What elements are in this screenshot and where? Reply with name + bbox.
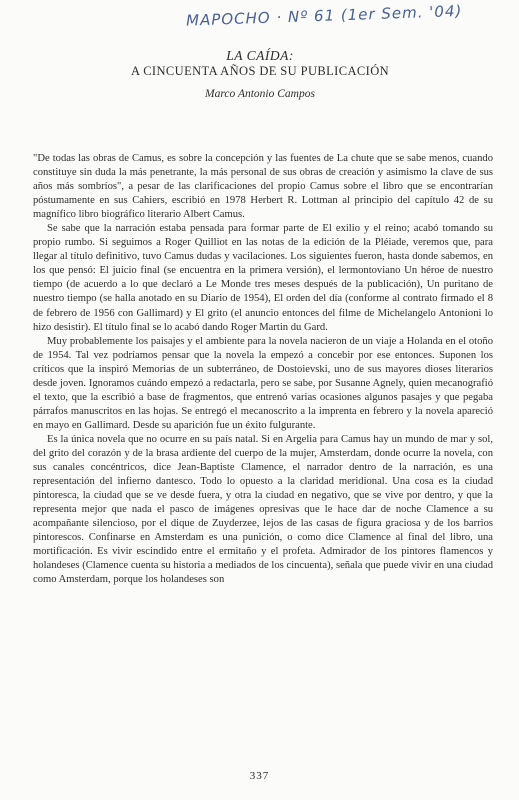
- handwritten-annotation: MAPOCHO · Nº 61 (1er Sem. '04): [185, 1, 463, 30]
- paragraph: "De todas las obras de Camus, es sobre la concepción y las fuentes de La chute que se sabe menos, cuando constituye sin duda la más penetrante, la más personal de sus obras de creación y asimismo la clave de sus años más sombríos", a pesar de las clarificaciones del propio Camus sobre el libro que se encontrarían póstumamente en sus Cahiers, escribió en 1978 Herbert R. Lottman al principio del capítulo 42 de su magnífico libro biográfico literario Albert Camus.: [33, 153, 493, 221]
- paragraph: Muy probablemente los paisajes y el ambiente para la novela nacieron de un viaje a Holanda en el otoño de 1954. Tal vez podríamos pensar que la novela la empezó a concebir por ese entonces. Suponen los críticos que la inspiró Memorias de un subterráneo, de Dostoievski, uno de sus mayores dioses literarios desde joven. Ignoramos cuándo empezó a redactarla, pero se sabe, por Susanne Agnely, quien mecanografió el texto, que la escribió a base de fragmentos, que entrenó varias ocasiones algunos pasajes y que pegaba párrafos manuscritos en las hojas. Se entregó el mecanoscrito a la imprenta en febrero y la novela apareció en mayo en Gallimard. Desde su aparición fue un éxito fulgurante.: [33, 335, 493, 431]
- article-author: Marco Antonio Campos: [205, 88, 315, 100]
- paragraph: Es la única novela que no ocurre en su país natal. Si en Argelia para Camus hay un mundo de mar y sol, del grito del corazón y de la brasa ardiente del cuerpo de la mujer, Amsterdam, donde ocurre la novela, con sus canales concéntricos, dice Jean-Baptiste Clamence, el narrador dentro de la narración, es una representación del infierno dantesco. Todo lo opuesto a la claridad meridional. Una cosa es la ciudad pintoresca, la ciudad que se ve desde fuera, y otra la ciudad en negativo, que se vive por dentro, y que la representa mejor que nada el pasco de imágenes opresivas que le hace dar de noche Clamence a su acompañante silencioso, por el dique de Zuyderzee, lejos de las casas de figura graciosa y de los barrios pintorescos. Confinarse en Amsterdam es una punición, o como dice Clamence al final del libro, una mortificación. Es vivir escindido entre el ermitaño y el profeta. Admirador de los pintores flamencos y holandeses (Clamence cuenta su historia a mediados de los cincuenta), señala que puede vivir en una ciudad como Amsterdam, porque los holandeses son: [33, 433, 493, 586]
- page-number: 337: [249, 770, 270, 782]
- article-title: LA CAÍDA:: [226, 48, 294, 63]
- article-body: [33, 152, 493, 587]
- paragraph: Se sabe que la narración estaba pensada para formar parte de El exilio y el reino; acabó tomando su propio rumbo. Si seguimos a Roger Quilliot en las notas de la edición de la Pléiade, veremos que, para llegar al título definitivo, tuvo Camus dudas y vacilaciones. Los siguientes fueron, hasta donde sabemos, en los que pensó: El juicio final (se encuentra en la primera versión), el lermontoviano Un héroe de nuestro tiempo (de acuerdo a lo que declaró a Le Monde tres meses después de la publicación), Un puritano de nuestro tiempo (se halla anotado en su Diario de 1954), El orden del día (conforme al contrato firmado el 8 de febrero de 1956 con Gallimard) y El grito (el anuncio entonces del filme de Michelangelo Antonioni lo hizo desistir). El título final se lo acabó dando Roger Martin du Gard.: [33, 223, 493, 333]
- article-subtitle: A CINCUENTA AÑOS DE SU PUBLICACIÓN: [130, 64, 390, 78]
